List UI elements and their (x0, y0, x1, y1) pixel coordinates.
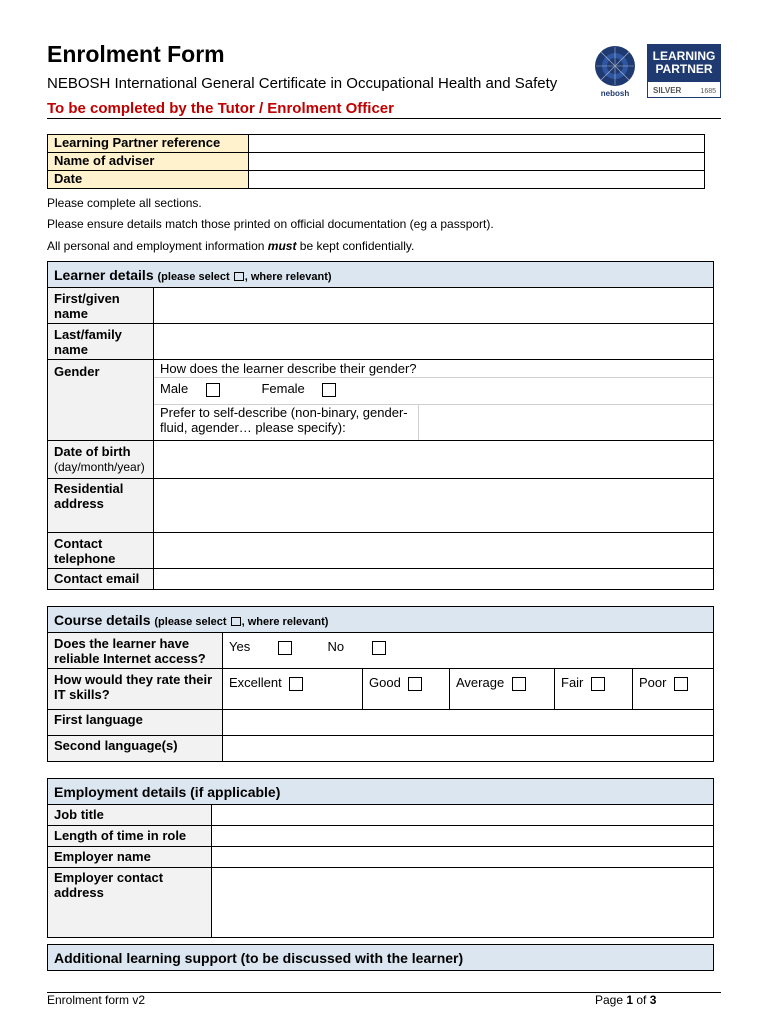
employment-details-table (47, 778, 714, 938)
yes-label: Yes (229, 639, 251, 654)
email-label: Contact email (48, 569, 154, 590)
note-complete: Please complete all sections. (47, 196, 202, 210)
nebosh-logo (591, 44, 639, 98)
checkbox-icon (231, 617, 241, 626)
female-checkbox[interactable] (322, 383, 336, 397)
learner-details-header (48, 262, 714, 288)
course-header-title: Course details (54, 611, 151, 628)
telephone-label: Contact telephone (48, 533, 154, 569)
dob-format: (day/month/year) (54, 460, 145, 474)
self-describe-label: Prefer to self-describe (non-binary, gender-fluid, agender… please specify): (154, 405, 419, 440)
first-language-input[interactable] (223, 710, 714, 736)
first-language-label: First language (48, 710, 223, 736)
note-confidential (47, 239, 414, 253)
rating-fair (555, 669, 633, 710)
note-confidential-pre: All personal and employment information (47, 239, 268, 253)
time-in-role-input[interactable] (212, 826, 714, 847)
rating-good-checkbox[interactable] (408, 677, 422, 691)
course-header-note-post: , where relevant) (241, 615, 329, 628)
dob-label-text: Date of birth (54, 444, 131, 459)
job-title-label: Job title (48, 805, 212, 826)
employer-name-input[interactable] (212, 847, 714, 868)
page-indicator (595, 993, 656, 1007)
page-title: Enrolment Form (47, 41, 225, 67)
last-name-input[interactable] (154, 324, 714, 360)
learner-header-title: Learner details (54, 266, 154, 283)
rating-average (450, 669, 555, 710)
course-subtitle: NEBOSH International General Certificate in Occupational Health and Safety (47, 75, 558, 92)
tutor-instruction: To be completed by the Tutor / Enrolment Officer (47, 100, 394, 117)
time-in-role-label: Length of time in role (48, 826, 212, 847)
footer-version: Enrolment form v2 (47, 993, 146, 1007)
last-name-label: Last/family name (48, 324, 154, 360)
additional-support-header: Additional learning support (to be discussed with the learner) (48, 945, 714, 971)
course-details-header (48, 607, 714, 633)
first-name-label: First/given name (48, 288, 154, 324)
page-total: 3 (649, 993, 657, 1007)
dob-label (48, 441, 154, 479)
lp-line1: LEARNING (652, 49, 716, 63)
learning-partner-badge (647, 44, 721, 98)
learner-header-note-post: , where relevant) (244, 270, 332, 283)
rating-average-label: Average (456, 675, 505, 690)
rating-poor (633, 669, 714, 710)
adviser-input[interactable] (249, 153, 705, 171)
header-divider (47, 118, 721, 119)
rating-average-checkbox[interactable] (512, 677, 526, 691)
page-pre: Page (595, 993, 627, 1007)
rating-excellent-checkbox[interactable] (289, 677, 303, 691)
employer-address-input[interactable] (212, 868, 714, 938)
learner-details-table (47, 261, 714, 590)
rating-excellent-label: Excellent (229, 675, 282, 690)
address-label: Residential address (48, 479, 154, 533)
ref-input[interactable] (249, 135, 705, 153)
note-confidential-em: must (267, 239, 297, 253)
course-header-note-pre: (please select (154, 615, 230, 628)
date-label: Date (48, 171, 249, 189)
note-confidential-post: be kept confidentially. (296, 239, 415, 253)
reference-table (47, 134, 705, 189)
rating-fair-checkbox[interactable] (591, 677, 605, 691)
adviser-label: Name of adviser (48, 153, 249, 171)
gender-question: How does the learner describe their gender? (154, 360, 713, 378)
ref-label: Learning Partner reference (48, 135, 249, 153)
page-mid: of (633, 993, 650, 1007)
yes-checkbox[interactable] (278, 641, 292, 655)
email-input[interactable] (154, 569, 714, 590)
gender-options (154, 378, 713, 405)
lp-level: SILVER (653, 86, 682, 95)
employer-name-label: Employer name (48, 847, 212, 868)
support-table (47, 944, 714, 971)
second-language-label: Second language(s) (48, 736, 223, 762)
rating-good-label: Good (369, 675, 401, 690)
lp-number: 1685 (700, 88, 716, 95)
male-checkbox[interactable] (206, 383, 220, 397)
dob-input[interactable] (154, 441, 714, 479)
male-label: Male (160, 381, 189, 396)
checkbox-icon (234, 272, 244, 281)
gender-cell (154, 360, 714, 441)
no-checkbox[interactable] (372, 641, 386, 655)
note-documentation: Please ensure details match those printed on official documentation (eg a passport). (47, 217, 494, 231)
rating-poor-label: Poor (639, 675, 667, 690)
female-label: Female (261, 381, 305, 396)
rating-good (363, 669, 450, 710)
internet-options (223, 633, 714, 669)
rating-excellent (223, 669, 363, 710)
self-describe-input[interactable] (419, 405, 714, 440)
rating-fair-label: Fair (561, 675, 584, 690)
date-input[interactable] (249, 171, 705, 189)
address-input[interactable] (154, 479, 714, 533)
internet-label: Does the learner have reliable Internet access? (48, 633, 223, 669)
nebosh-logo-text: nebosh (600, 89, 630, 98)
gender-label: Gender (48, 360, 154, 441)
telephone-input[interactable] (154, 533, 714, 569)
employer-address-label: Employer contact address (48, 868, 212, 938)
page-number: 1 (626, 993, 634, 1007)
learner-header-note-pre: (please select (157, 270, 233, 283)
no-label: No (327, 639, 345, 654)
first-name-input[interactable] (154, 288, 714, 324)
second-language-input[interactable] (223, 736, 714, 762)
course-details-table (47, 606, 714, 762)
employment-details-header: Employment details (if applicable) (48, 779, 714, 805)
job-title-input[interactable] (212, 805, 714, 826)
it-skills-label: How would they rate their IT skills? (48, 669, 223, 710)
rating-poor-checkbox[interactable] (674, 677, 688, 691)
lp-line2: PARTNER (655, 62, 713, 76)
